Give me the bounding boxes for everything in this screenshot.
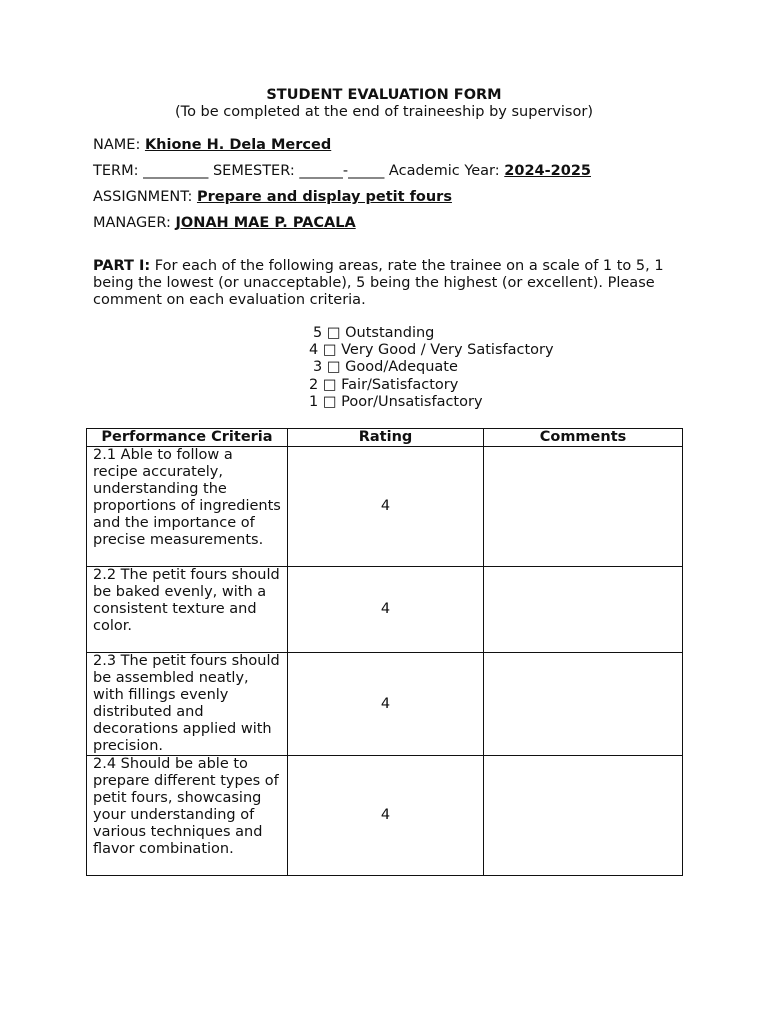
rating-cell: 4	[288, 447, 484, 567]
scale-item-2: 2 □ Fair/Satisfactory	[309, 376, 459, 393]
term-line: TERM: _________ SEMESTER: ______-_____ Academic Year:	[93, 163, 500, 179]
term-field	[93, 163, 591, 179]
comments-cell[interactable]	[484, 447, 683, 567]
name-value: Khione H. Dela Merced	[144, 137, 332, 153]
comments-cell[interactable]	[484, 567, 683, 653]
comments-cell[interactable]	[484, 653, 683, 756]
assignment-value: Prepare and display petit fours	[196, 189, 452, 205]
scale-item-3: 3 □ Good/Adequate	[313, 359, 458, 376]
form-subtitle: (To be completed at the end of traineeship by supervisor)	[175, 104, 593, 120]
name-label: NAME:	[93, 137, 141, 153]
table-row	[87, 567, 683, 653]
form-title: STUDENT EVALUATION FORM	[266, 87, 502, 103]
comments-cell[interactable]	[484, 756, 683, 876]
rating-cell: 4	[288, 567, 484, 653]
criteria-cell: 2.1 Able to follow a recipe accurately, understanding the proportions of ingredients and the importance of precise measurements.	[87, 447, 288, 567]
part1-heading: PART I:	[93, 258, 151, 274]
header-performance-criteria: Performance Criteria	[87, 429, 288, 447]
academic-year-value: 2024-2025	[504, 163, 591, 179]
assignment-label: ASSIGNMENT:	[93, 189, 193, 205]
table-row	[87, 447, 683, 567]
part1-instructions	[93, 258, 683, 309]
header-comments: Comments	[484, 429, 683, 447]
part1-text: For each of the following areas, rate the trainee on a scale of 1 to 5, 1 being the lowest (or unacceptable), 5 being the highest (or excellent). Please comment on each evaluation criteria.	[93, 258, 664, 308]
manager-value: JONAH MAE P. PACALA	[175, 215, 356, 231]
scale-item-4: 4 □ Very Good / Very Satisfactory	[309, 342, 554, 359]
assignment-field	[93, 189, 452, 205]
table-row	[87, 653, 683, 756]
rating-cell: 4	[288, 756, 484, 876]
rating-cell: 4	[288, 653, 484, 756]
table-header-row	[87, 429, 683, 447]
criteria-cell: 2.3 The petit fours should be assembled neatly, with fillings evenly distributed and decorations applied with precision.	[87, 653, 288, 756]
criteria-cell: 2.2 The petit fours should be baked evenly, with a consistent texture and color.	[87, 567, 288, 653]
scale-item-5: 5 □ Outstanding	[313, 325, 435, 341]
scale-item-1: 1 □ Poor/Unsatisfactory	[309, 393, 483, 410]
manager-field	[93, 215, 356, 231]
evaluation-table	[86, 428, 683, 876]
rating-scale	[309, 325, 554, 411]
name-field	[93, 137, 331, 153]
manager-label: MANAGER:	[93, 215, 171, 231]
header-rating: Rating	[288, 429, 484, 447]
criteria-cell: 2.4 Should be able to prepare different types of petit fours, showcasing your understanding of various techniques and flavor combination.	[87, 756, 288, 876]
table-row	[87, 756, 683, 876]
